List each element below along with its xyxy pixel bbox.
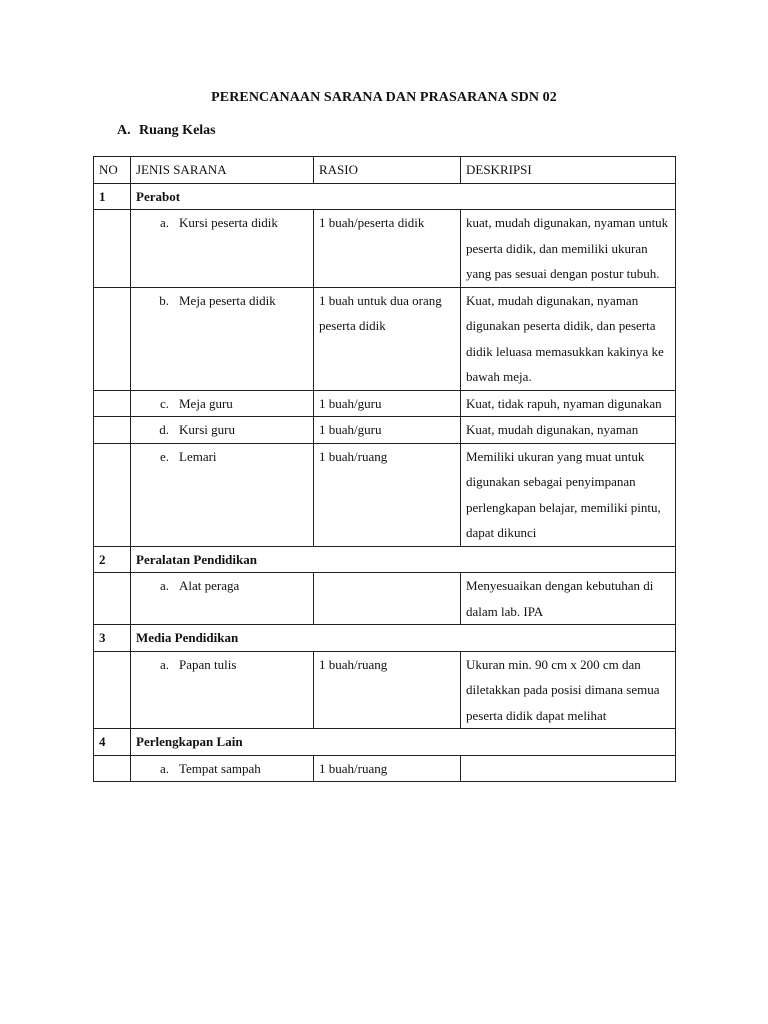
category-row <box>94 183 676 210</box>
item-label <box>136 756 308 782</box>
item-label <box>136 288 308 314</box>
empty-number-cell <box>94 210 131 288</box>
table-row <box>94 755 676 782</box>
table-row <box>94 417 676 444</box>
item-name: Kursi peserta didik <box>179 215 278 230</box>
item-letter: a. <box>159 215 169 230</box>
empty-number-cell <box>94 390 131 417</box>
jenis-cell <box>131 651 314 729</box>
item-label <box>136 652 308 678</box>
category-number: 4 <box>94 729 131 756</box>
table-body <box>94 183 676 782</box>
deskripsi-cell: Ukuran min. 90 cm x 200 cm dan diletakkan pada posisi dimana semua peserta didik dapat melihat <box>461 651 676 729</box>
rasio-cell: 1 buah/ruang <box>314 755 461 782</box>
header-deskripsi: DESKRIPSI <box>461 157 676 184</box>
item-label <box>136 210 308 236</box>
item-letter: a. <box>159 656 169 672</box>
item-name: Alat peraga <box>179 578 240 593</box>
jenis-cell <box>131 573 314 625</box>
header-no: NO <box>94 157 131 184</box>
item-letter: a. <box>159 578 169 593</box>
item-name: Tempat sampah <box>179 760 261 776</box>
rasio-cell: 1 buah/ruang <box>314 651 461 729</box>
deskripsi-cell: Kuat, mudah digunakan, nyaman digunakan peserta didik, dan peserta didik leluasa memasukkan kakinya ke bawah meja. <box>461 287 676 390</box>
category-name: Perabot <box>131 183 676 210</box>
item-label <box>136 573 308 599</box>
facilities-table <box>93 156 676 782</box>
item-name: Meja guru <box>179 395 233 411</box>
item-letter: c. <box>159 395 169 411</box>
category-name: Perlengkapan Lain <box>131 729 676 756</box>
empty-number-cell <box>94 443 131 546</box>
deskripsi-cell: Memiliki ukuran yang muat untuk digunakan sebagai penyimpanan perlengkapan belajar, memiliki pintu, dapat dikunci <box>461 443 676 546</box>
deskripsi-cell: kuat, mudah digunakan, nyaman untuk peserta didik, dan memiliki ukuran yang pas sesuai dengan postur tubuh. <box>461 210 676 288</box>
item-letter: b. <box>159 292 169 308</box>
empty-number-cell <box>94 287 131 390</box>
deskripsi-cell: Menyesuaikan dengan kebutuhan di dalam lab. IPA <box>461 573 676 625</box>
category-row <box>94 729 676 756</box>
rasio-cell: 1 buah/guru <box>314 390 461 417</box>
jenis-cell <box>131 390 314 417</box>
table-row <box>94 390 676 417</box>
item-letter: e. <box>159 448 169 464</box>
item-name: Papan tulis <box>179 656 237 672</box>
header-rasio: RASIO <box>314 157 461 184</box>
item-label <box>136 417 308 443</box>
header-jenis: JENIS SARANA <box>131 157 314 184</box>
table-row <box>94 210 676 288</box>
item-name: Lemari <box>179 448 217 464</box>
rasio-cell <box>314 573 461 625</box>
item-label <box>136 444 308 470</box>
category-name: Media Pendidikan <box>131 625 676 652</box>
section-label: Ruang Kelas <box>139 123 216 138</box>
jenis-cell <box>131 417 314 444</box>
table-row <box>94 443 676 546</box>
rasio-cell: 1 buah/ruang <box>314 443 461 546</box>
item-letter: d. <box>159 422 169 437</box>
table-row <box>94 573 676 625</box>
item-name: Meja peserta didik <box>179 292 276 308</box>
category-row <box>94 546 676 573</box>
jenis-cell <box>131 287 314 390</box>
item-name: Kursi guru <box>179 422 235 437</box>
category-row <box>94 625 676 652</box>
category-name: Peralatan Pendidikan <box>131 546 676 573</box>
deskripsi-cell: Kuat, mudah digunakan, nyaman <box>461 417 676 444</box>
rasio-cell: 1 buah untuk dua orang peserta didik <box>314 287 461 390</box>
table-row <box>94 651 676 729</box>
table-row <box>94 287 676 390</box>
table-header-row <box>94 157 676 184</box>
empty-number-cell <box>94 573 131 625</box>
rasio-cell: 1 buah/guru <box>314 417 461 444</box>
jenis-cell <box>131 755 314 782</box>
item-label <box>136 391 308 417</box>
category-number: 3 <box>94 625 131 652</box>
deskripsi-cell: Kuat, tidak rapuh, nyaman digunakan <box>461 390 676 417</box>
empty-number-cell <box>94 651 131 729</box>
jenis-cell <box>131 210 314 288</box>
deskripsi-cell <box>461 755 676 782</box>
category-number: 2 <box>94 546 131 573</box>
jenis-cell <box>131 443 314 546</box>
empty-number-cell <box>94 417 131 444</box>
item-letter: a. <box>159 760 169 776</box>
section-letter: A. <box>117 123 131 138</box>
rasio-cell: 1 buah/peserta didik <box>314 210 461 288</box>
category-number: 1 <box>94 183 131 210</box>
section-heading <box>117 123 216 139</box>
document-title: PERENCANAAN SARANA DAN PRASARANA SDN 02 <box>211 90 557 105</box>
empty-number-cell <box>94 755 131 782</box>
